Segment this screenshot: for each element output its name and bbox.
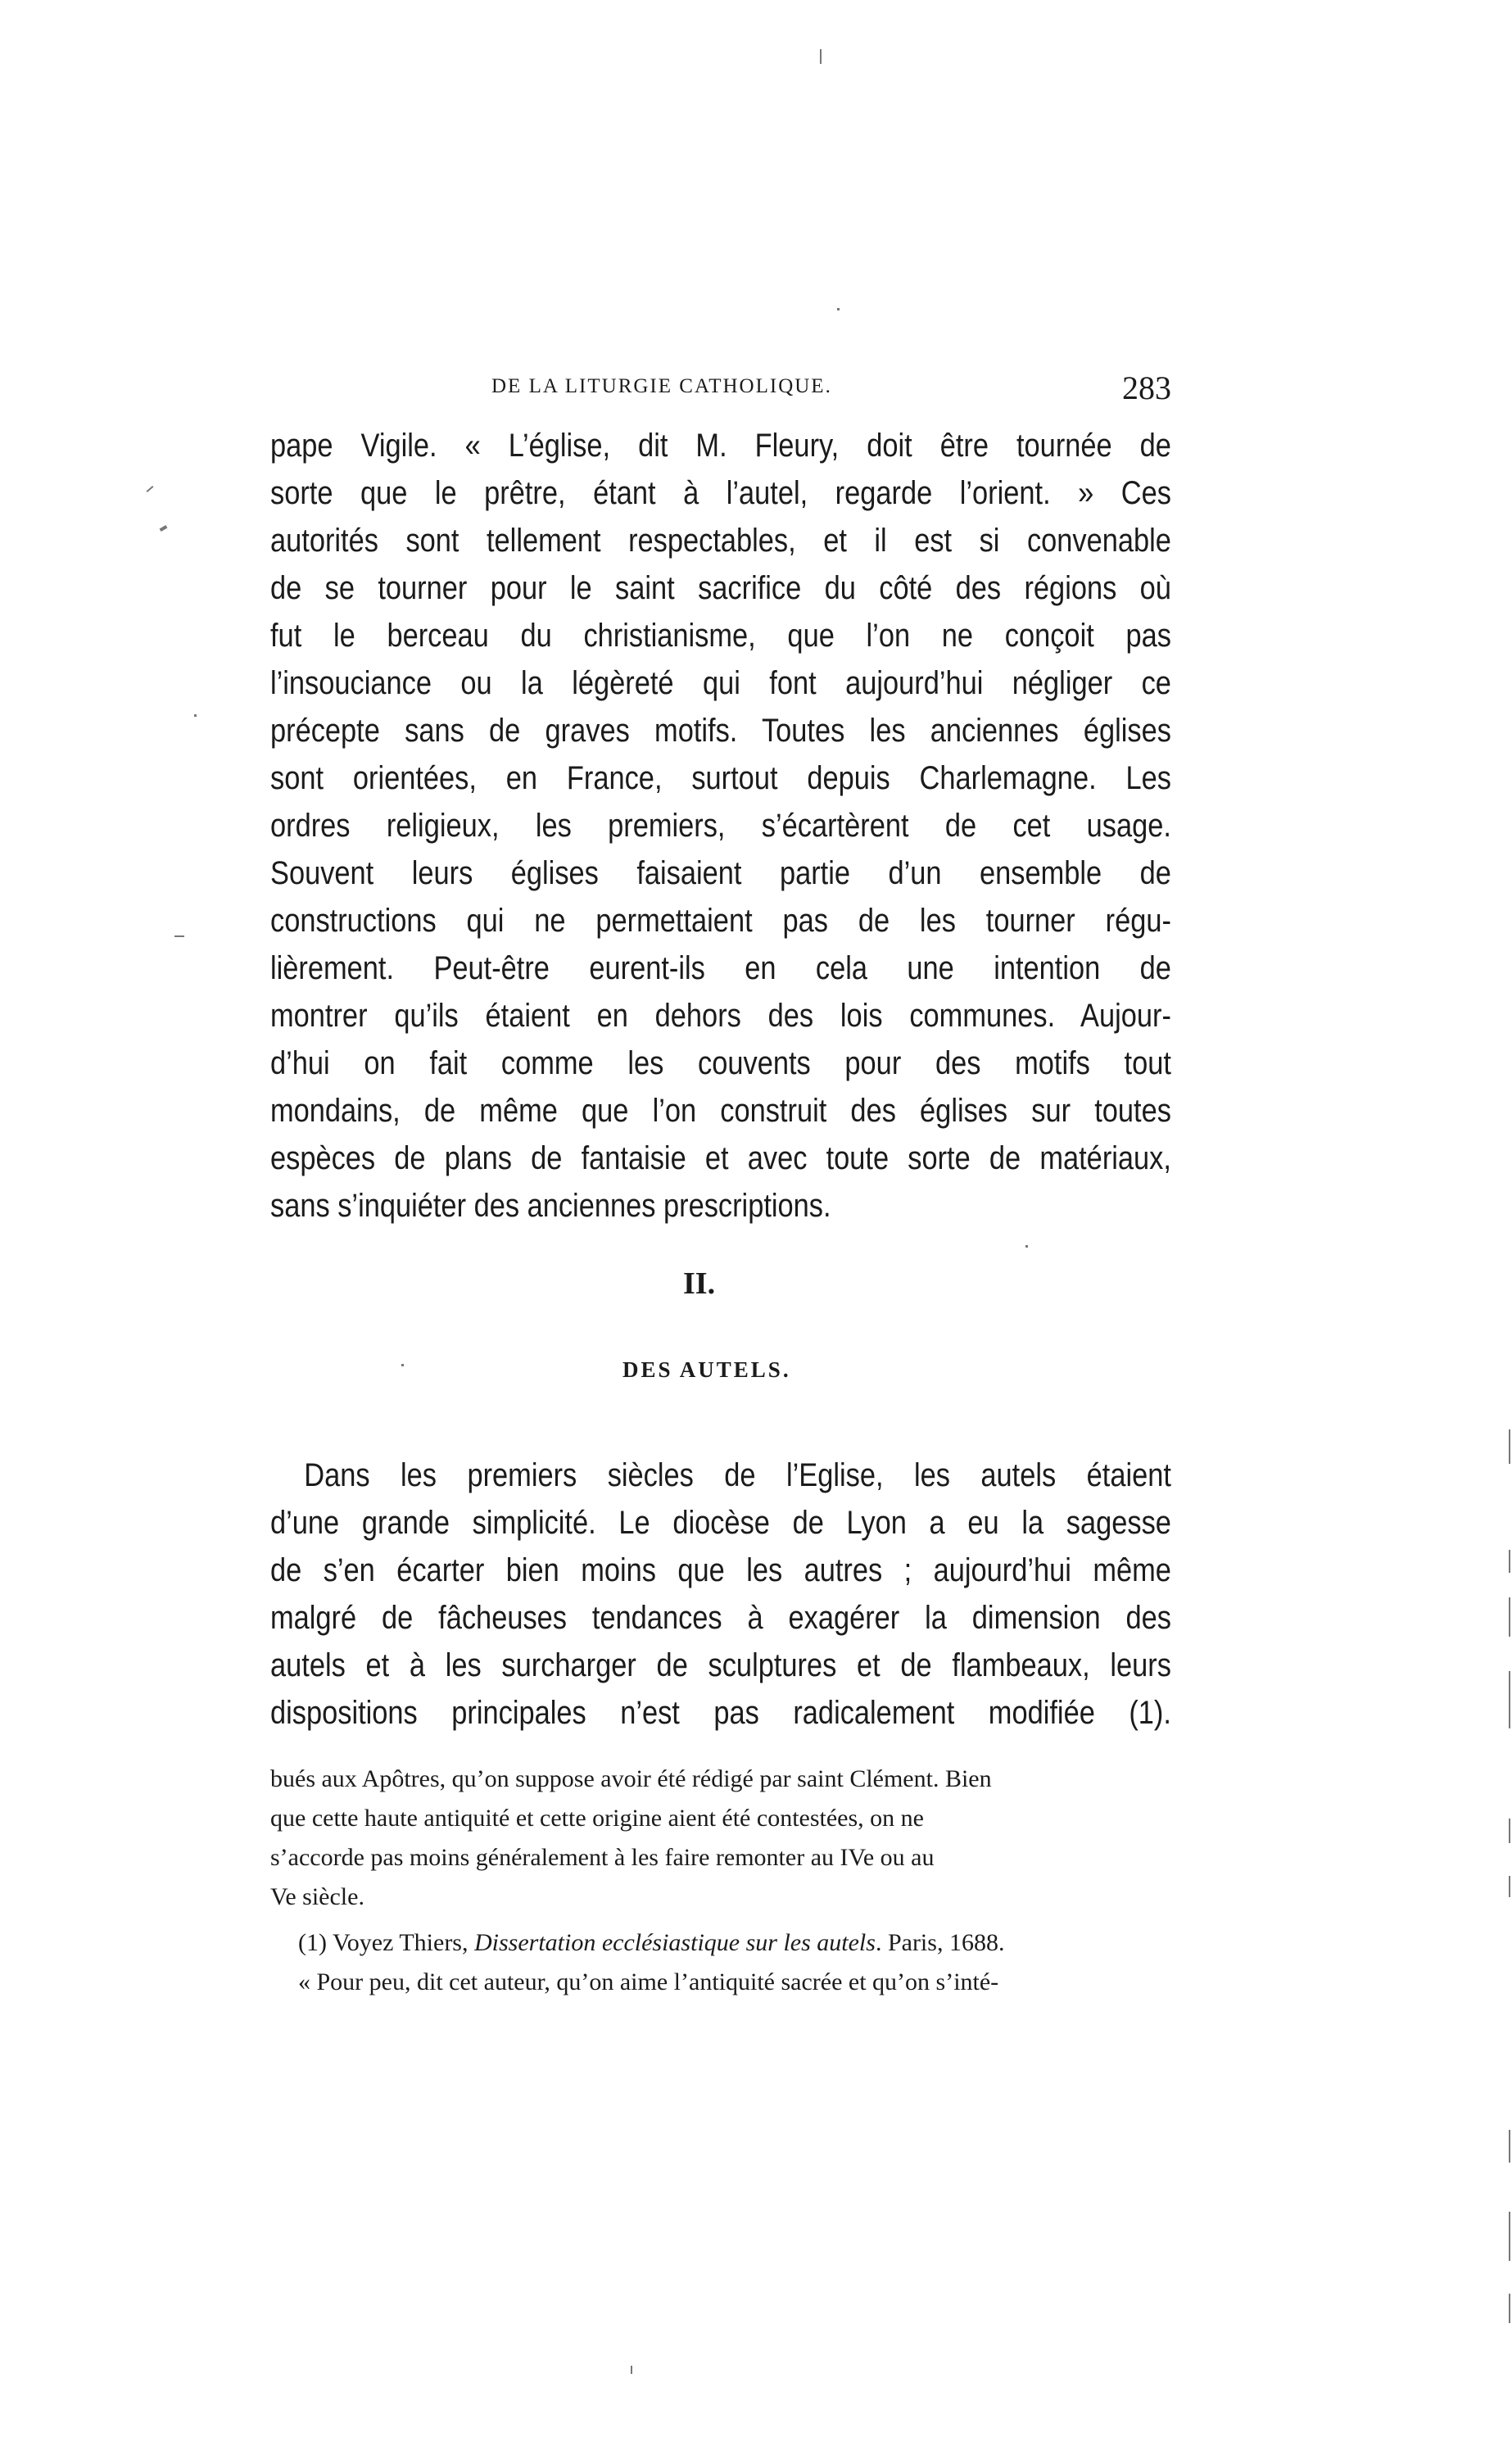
footnote-text: . Paris, 1688.	[875, 1929, 1005, 1956]
scan-speck	[837, 308, 840, 310]
scan-speck	[160, 525, 168, 532]
text-line: constructions qui ne permettaient pas de les tourner régu-	[270, 903, 1171, 939]
text-line: sans s’inquiéter des anciennes prescriptions.	[270, 1188, 831, 1224]
text-line: lièrement. Peut-être eurent-ils en cela une intention de	[270, 950, 1171, 986]
text-line: de s’en écarter bien moins que les autres ; aujourd’hui même	[270, 1552, 1171, 1588]
text-line: sorte que le prêtre, étant à l’autel, regarde l’orient. » Ces	[270, 475, 1171, 511]
section-paragraph	[270, 1452, 1171, 1737]
running-title: DE LA LITURGIE CATHOLIQUE.	[491, 375, 832, 397]
text-line: Souvent leurs églises faisaient partie d’un ensemble de	[270, 855, 1171, 891]
footnote-continued-line: bués aux Apôtres, qu’on suppose avoir été rédigé par saint Clément. Bien	[270, 1765, 992, 1792]
footnote-continued-line: que cette haute antiquité et cette origine aient été contestées, on ne	[270, 1805, 924, 1832]
text-line: autels et à les surcharger de sculptures et de flambeaux, leurs	[270, 1647, 1171, 1683]
page-number: 283	[1122, 369, 1171, 406]
text-line: montrer qu’ils étaient en dehors des lois communes. Aujour-	[270, 998, 1171, 1034]
scan-speck	[631, 2366, 632, 2374]
text-line: mondains, de même que l’on construit des églises sur toutes	[270, 1093, 1171, 1129]
running-head	[270, 369, 1171, 410]
scan-speck	[1509, 1671, 1510, 1728]
scan-speck	[1509, 2294, 1510, 2323]
section-title: DES AUTELS.	[622, 1357, 791, 1382]
text-line: malgré de fâcheuses tendances à exagérer la dimension des	[270, 1600, 1171, 1636]
intro-paragraph	[270, 422, 1171, 1230]
text-line: pape Vigile. « L’église, dit M. Fleury, doit être tournée de	[270, 428, 1171, 464]
text-line: dispositions principales n’est pas radicalement modifiée (1).	[270, 1695, 1171, 1731]
footnote-1-continued: « Pour peu, dit cet auteur, qu’on aime l’antiquité sacrée et qu’on s’inté-	[298, 1968, 999, 1995]
text-line: précepte sans de graves motifs. Toutes les anciennes églises	[270, 713, 1171, 749]
scan-speck	[1509, 1429, 1510, 1464]
scan-speck	[1025, 1245, 1028, 1248]
footnote-1	[270, 1923, 1171, 1963]
text-line: de se tourner pour le saint sacrifice du côté des régions où	[270, 570, 1171, 606]
text-line: d’hui on fait comme les couvents pour des motifs tout	[270, 1045, 1171, 1081]
text-line: autorités sont tellement respectables, et il est si convenable	[270, 523, 1171, 559]
footnote-marker: (1)	[298, 1929, 327, 1956]
scan-speck	[174, 935, 184, 937]
scan-speck	[1509, 2130, 1510, 2163]
text-line: fut le berceau du christianisme, que l’on ne conçoit pas	[270, 618, 1171, 654]
scan-speck	[1509, 1597, 1510, 1637]
scan-speck	[1509, 1819, 1510, 1843]
footnote-continued-line: s’accorde pas moins généralement à les faire remonter au IVe ou au	[270, 1844, 935, 1871]
scan-speck	[1509, 2212, 1510, 2261]
text-line: d’une grande simplicité. Le diocèse de Lyon a eu la sagesse	[270, 1505, 1171, 1541]
scan-speck	[401, 1364, 404, 1366]
text-line: ordres religieux, les premiers, s’écartèrent de cet usage.	[270, 808, 1171, 844]
scan-speck	[820, 49, 822, 64]
footnotes	[270, 1760, 1171, 2002]
text-line: l’insouciance ou la légèreté qui font aujourd’hui négliger ce	[270, 665, 1171, 701]
footnote-gap	[270, 1917, 1171, 1923]
scan-speck	[194, 714, 197, 717]
text-line: Dans les premiers siècles de l’Eglise, les autels étaient	[304, 1457, 1171, 1493]
text-line: espèces de plans de fantaisie et avec toute sorte de matériaux,	[270, 1140, 1171, 1176]
section-numeral: II.	[683, 1266, 716, 1301]
text-line: sont orientées, en France, surtout depuis Charlemagne. Les	[270, 760, 1171, 796]
footnote-text: Voyez Thiers,	[332, 1929, 474, 1956]
footnote-continued-line: Ve siècle.	[270, 1883, 364, 1910]
cited-work-title: Dissertation ecclésiastique sur les autels	[473, 1929, 876, 1956]
scan-speck	[1509, 1876, 1510, 1897]
scan-speck	[147, 486, 154, 492]
scan-speck	[1509, 1550, 1510, 1573]
